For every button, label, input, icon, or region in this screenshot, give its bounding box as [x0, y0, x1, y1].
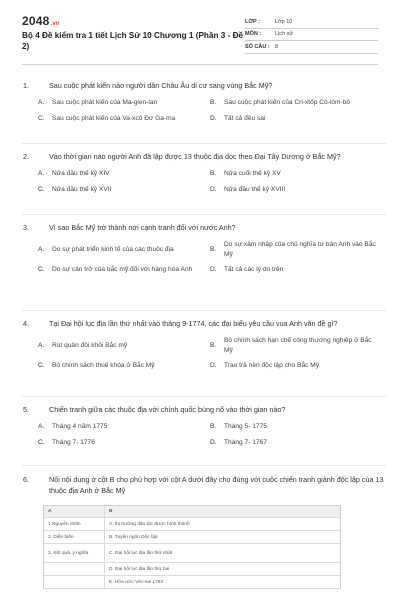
logo-ext: .vn: [50, 21, 60, 27]
option-letter: A.: [38, 99, 45, 106]
option-a[interactable]: [38, 240, 210, 259]
option-text: Tháng 4 năm 1775: [52, 423, 108, 430]
option-letter: C.: [38, 114, 45, 122]
option-text: Trao trả nền độc lập cho Bắc Mỹ: [224, 362, 320, 369]
document-title: Bộ 4 Đề kiểm tra 1 tiết Lịch Sử 10 Chương 1 (Phần 3 - Đề 2): [22, 31, 244, 51]
option-text: Tất cả các lý do trên: [224, 266, 284, 273]
table-cell-a: [44, 576, 105, 588]
question-stem: [22, 404, 386, 415]
option-letter: B.: [210, 245, 217, 253]
meta-value: Lịch sử: [274, 31, 294, 38]
option-letter: A.: [38, 341, 45, 349]
question-text: Vào thời gian nào người Anh đã lập được 13 thuộc địa dọc theo Đại Tây Dương ở Bắc Mỹ?: [49, 152, 341, 161]
question-text: Chiến tranh giữa các thuộc địa với chính quốc bùng nổ vào thời gian nào?: [49, 405, 286, 414]
question-4: [22, 318, 386, 371]
table-header-b: B: [109, 509, 113, 514]
option-letter: C.: [38, 266, 45, 273]
meta-count: [245, 41, 378, 54]
option-list: [38, 169, 386, 194]
option-d[interactable]: [210, 185, 382, 195]
option-list: [38, 336, 386, 371]
option-d[interactable]: [210, 361, 382, 371]
option-text: Nửa đầu thế kỷ XVII: [52, 185, 112, 193]
option-d[interactable]: [210, 438, 382, 448]
table-cell-b: D. Đại hội lục địa lần thứ hai: [109, 566, 170, 572]
option-letter: A.: [38, 170, 45, 177]
option-list: [38, 98, 386, 123]
option-c[interactable]: [38, 114, 210, 124]
table-cell-b: A. thị trường dân tộc được hình thành: [109, 521, 190, 527]
question-number: 6.: [23, 475, 29, 484]
table-row: [44, 531, 340, 544]
option-d[interactable]: [210, 114, 382, 124]
table-row: [44, 544, 340, 563]
site-logo[interactable]: [22, 14, 245, 28]
meta-label: MÔN :: [244, 31, 262, 38]
option-text: Bỏ chính sách thuế khóa ở Bắc Mỹ: [52, 362, 155, 369]
question-number: 3.: [23, 223, 29, 232]
option-list: [38, 240, 386, 275]
meta-value: Lớp 10: [274, 18, 293, 25]
question-separator: [22, 214, 386, 215]
question-stem: [22, 222, 386, 233]
option-letter: D.: [210, 114, 217, 122]
option-a[interactable]: [38, 336, 210, 355]
option-text: Tất cả đều sai: [224, 114, 266, 122]
table-cell-a: 3. Kết quả, ý nghĩa: [44, 544, 105, 562]
question-separator: [22, 310, 386, 311]
question-stem: [22, 318, 386, 329]
option-text: Nửa cuối thế kỷ XV: [224, 170, 281, 177]
option-letter: D.: [210, 266, 217, 273]
option-text: Tháng 7- 1767: [224, 438, 267, 446]
option-text: Sau cuộc phát kiến của Cri-xtốp Cô-lôm-bô: [224, 99, 351, 106]
table-row: [44, 563, 340, 576]
table-row: [44, 518, 340, 531]
option-text: Sau cuộc phát kiến của Ma-gien-lan: [52, 99, 158, 106]
option-text: Tháng 5- 1775: [224, 423, 267, 430]
table-cell-a: 1.Nguyên nhân: [44, 518, 105, 530]
option-text: Do sự xâm nhập của chủ nghĩa tư bản Anh vào Bắc Mỹ: [224, 241, 376, 258]
question-text: Sau cuộc phát kiến nào người dân Châu Âu di cư sang vùng Bắc Mỹ?: [49, 81, 273, 90]
header-left: [22, 14, 245, 52]
question-2: [22, 151, 386, 194]
option-letter: B.: [210, 341, 217, 349]
option-letter: A.: [38, 423, 45, 430]
option-a[interactable]: [38, 169, 210, 179]
question-stem: [22, 151, 386, 162]
question-stem: [22, 474, 386, 496]
logo-text: 2048: [22, 14, 50, 28]
option-b[interactable]: [210, 422, 382, 432]
question-separator: [22, 396, 386, 397]
option-letter: B.: [210, 423, 217, 430]
option-a[interactable]: [38, 422, 210, 432]
option-text: Nửa đầu thế kỷ XIV: [52, 170, 110, 177]
option-letter: B.: [210, 170, 217, 177]
option-c[interactable]: [38, 438, 210, 448]
question-stem: [22, 80, 386, 91]
question-number: 1.: [23, 81, 29, 90]
option-letter: C.: [38, 185, 45, 193]
option-c[interactable]: [38, 265, 210, 275]
table-header-row: [44, 506, 340, 518]
option-b[interactable]: [210, 336, 382, 355]
option-b[interactable]: [210, 240, 382, 259]
meta-class: [245, 16, 378, 29]
question-text: Nối nội dung ở cột B cho phù hợp với cột A dưới đây cho đúng với cuộc chiến tranh giành độc lập của 13 thuộc địa Anh ở Bắc Mỹ: [49, 475, 384, 495]
meta-subject: [245, 29, 378, 42]
option-b[interactable]: [210, 98, 382, 108]
table-cell-a: 2. Diễn biến: [44, 531, 105, 543]
table-cell-b: B. Tuyên ngôn Độc lập: [109, 534, 158, 540]
table-cell-b: C. Đại hội lục địa lần thứ nhất: [109, 550, 173, 556]
question-text: Vì sao Bắc Mỹ trở thành nơi cạnh tranh đối với nước Anh?: [49, 223, 236, 232]
question-6: [22, 474, 386, 496]
table-cell-b: E. Hòa ước Véc-sai 1783: [109, 579, 164, 585]
question-1: [22, 80, 386, 123]
option-text: Sau cuộc phát kiến của Va-xcô Đơ Ga-ma: [52, 114, 176, 122]
question-separator: [22, 465, 386, 466]
question-text: Tại Đại hội lục địa lần thứ nhất vào tháng 9-1774, các đại biểu yêu cầu vua Anh văn đề gì?: [49, 319, 338, 328]
table-row: [44, 576, 340, 589]
option-c[interactable]: [38, 361, 210, 371]
option-letter: B.: [210, 99, 217, 106]
option-d[interactable]: [210, 265, 382, 275]
option-text: Do sự cản trở của bắc mỹ đối với hàng hóa Anh: [52, 266, 193, 273]
document-meta: [245, 16, 378, 54]
option-text: Nửa đầu thế kỷ XVIII: [224, 185, 286, 193]
question-number: 4.: [23, 319, 29, 328]
option-a[interactable]: [38, 98, 210, 108]
question-number: 5.: [23, 405, 29, 414]
option-text: Rút quân đội khỏi Bắc mỹ: [52, 341, 128, 349]
question-number: 2.: [23, 152, 29, 161]
matching-table: [43, 505, 341, 589]
option-list: [38, 422, 386, 447]
option-letter: A.: [38, 245, 45, 253]
document-header: [22, 14, 378, 54]
option-text: Tháng 7- 1776: [52, 438, 95, 446]
option-b[interactable]: [210, 169, 382, 179]
meta-label: LỚP :: [244, 18, 260, 25]
meta-value: 8: [274, 43, 279, 50]
table-header-a: A: [44, 506, 105, 517]
option-c[interactable]: [38, 185, 210, 195]
option-letter: D.: [210, 362, 217, 369]
option-letter: D.: [210, 438, 217, 446]
option-letter: D.: [210, 185, 217, 193]
option-letter: C.: [38, 362, 45, 369]
option-letter: C.: [38, 438, 45, 446]
question-5: [22, 404, 386, 447]
table-cell-a: [44, 563, 105, 575]
meta-label: SỐ CÂU :: [244, 43, 270, 50]
option-text: Bỏ chính sách hạn chế công thương nghiệp ở Bắc Mỹ: [224, 337, 372, 354]
header-divider: [22, 64, 378, 65]
question-3: [22, 222, 386, 275]
question-separator: [22, 143, 386, 144]
option-text: Do sự phát triển kinh tế của các thuộc địa: [52, 245, 174, 253]
